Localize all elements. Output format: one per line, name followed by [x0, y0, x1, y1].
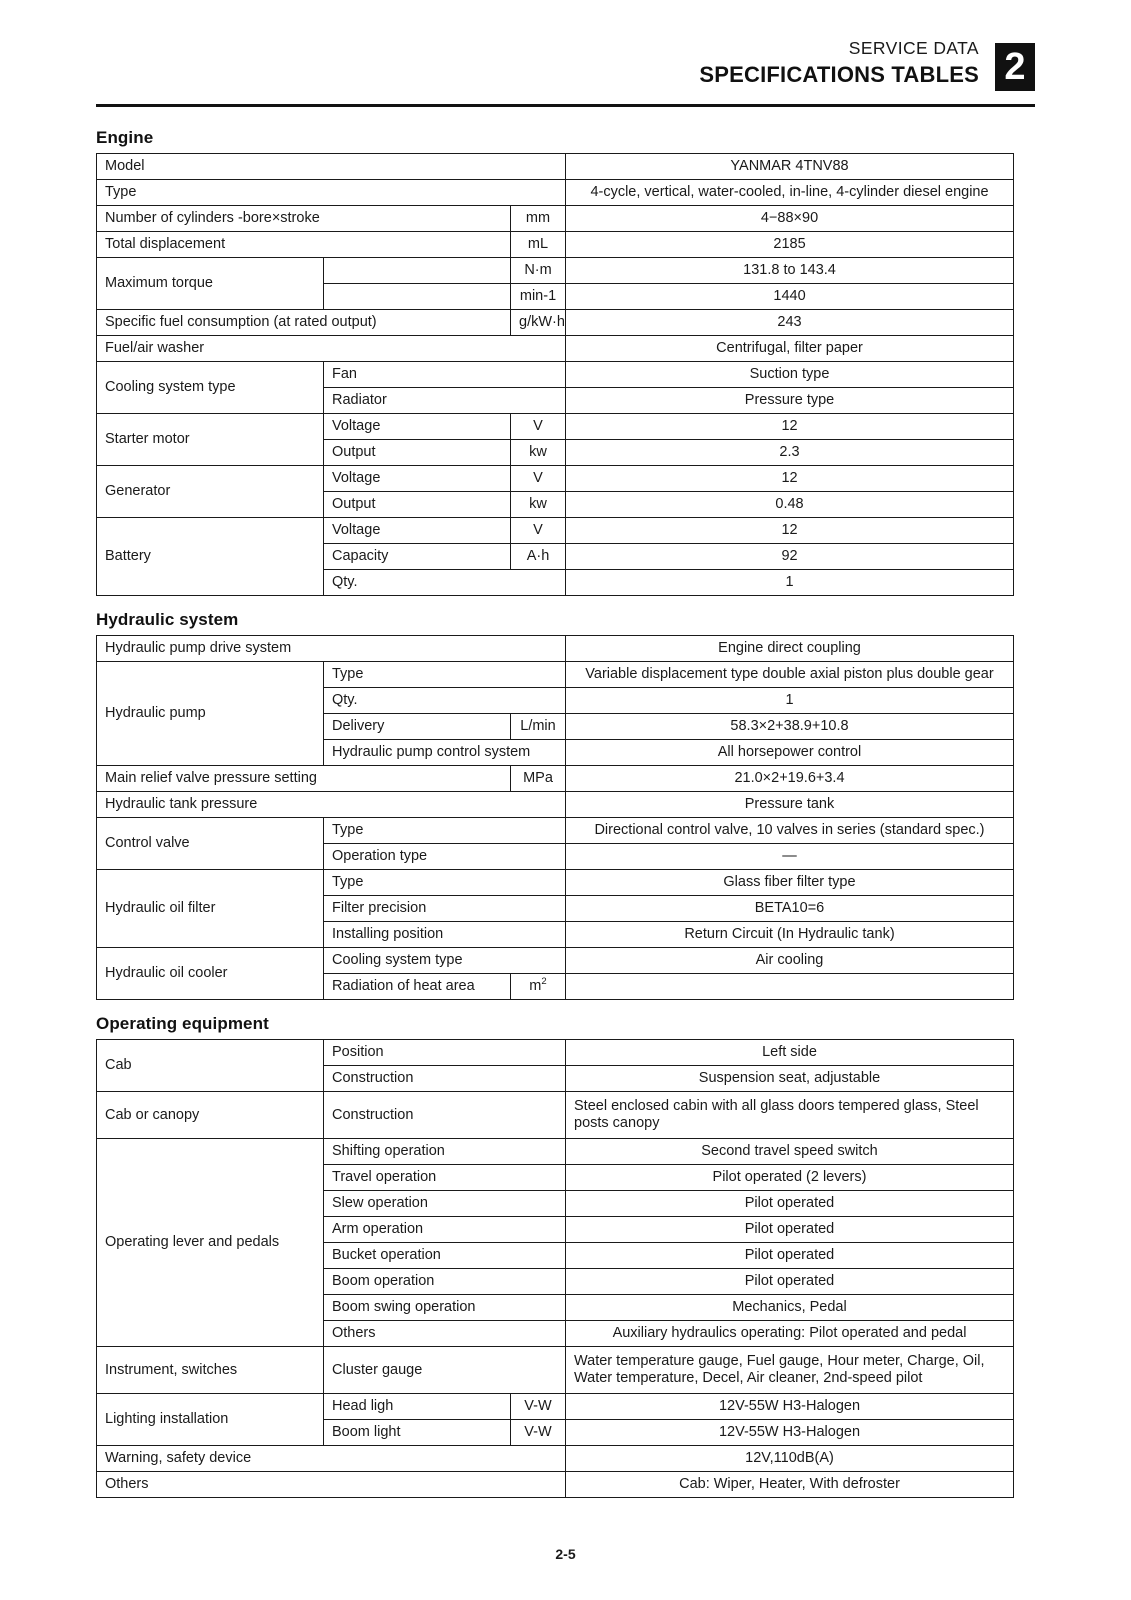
row-label: Operating lever and pedals	[97, 1139, 324, 1347]
row-sublabel: Type	[324, 870, 566, 896]
row-sublabel: Qty.	[324, 688, 566, 714]
row-unit: mL	[511, 232, 566, 258]
row-sublabel: Output	[324, 440, 511, 466]
row-value: 131.8 to 143.4	[566, 258, 1014, 284]
row-value: Pilot operated	[566, 1243, 1014, 1269]
row-value: 2.3	[566, 440, 1014, 466]
spec-table	[96, 635, 1014, 1000]
row-sublabel: Operation type	[324, 844, 566, 870]
table-row	[97, 258, 1014, 284]
table-row	[97, 1092, 1014, 1139]
spec-table	[96, 153, 1014, 596]
row-value: 92	[566, 544, 1014, 570]
table-row	[97, 362, 1014, 388]
row-value: Suction type	[566, 362, 1014, 388]
row-unit: N·m	[511, 258, 566, 284]
table-row	[97, 232, 1014, 258]
table-row	[97, 636, 1014, 662]
table-row	[97, 792, 1014, 818]
row-unit: V-W	[511, 1420, 566, 1446]
row-label: Hydraulic tank pressure	[97, 792, 566, 818]
row-sublabel: Type	[324, 662, 566, 688]
row-sublabel: Travel operation	[324, 1165, 566, 1191]
row-label: Others	[97, 1472, 566, 1498]
row-sublabel: Voltage	[324, 518, 511, 544]
row-label: Cab	[97, 1040, 324, 1092]
row-sublabel: Delivery	[324, 714, 511, 740]
row-unit: V	[511, 518, 566, 544]
row-value: 4-cycle, vertical, water-cooled, in-line, 4-cylinder diesel engine	[566, 180, 1014, 206]
row-sublabel: Others	[324, 1321, 566, 1347]
table-row	[97, 818, 1014, 844]
row-label: Starter motor	[97, 414, 324, 466]
row-value: 12V-55W H3-Halogen	[566, 1420, 1014, 1446]
table-row	[97, 1040, 1014, 1066]
row-sublabel: Type	[324, 818, 566, 844]
row-value: 12	[566, 414, 1014, 440]
row-sublabel: Output	[324, 492, 511, 518]
table-row	[97, 466, 1014, 492]
row-unit: MPa	[511, 766, 566, 792]
row-sublabel: Voltage	[324, 466, 511, 492]
table-row	[97, 870, 1014, 896]
table-row	[97, 414, 1014, 440]
row-value: 243	[566, 310, 1014, 336]
row-sublabel: Installing position	[324, 922, 566, 948]
row-value: Engine direct coupling	[566, 636, 1014, 662]
specifications-content	[96, 128, 1013, 1512]
row-sublabel: Fan	[324, 362, 566, 388]
row-value: 0.48	[566, 492, 1014, 518]
row-value: 2185	[566, 232, 1014, 258]
row-sublabel: Cooling system type	[324, 948, 566, 974]
table-row	[97, 1394, 1014, 1420]
row-unit: min-1	[511, 284, 566, 310]
row-value: Air cooling	[566, 948, 1014, 974]
row-sublabel: Construction	[324, 1066, 566, 1092]
row-value: 4−88×90	[566, 206, 1014, 232]
row-value: Glass fiber filter type	[566, 870, 1014, 896]
row-value: 21.0×2+19.6+3.4	[566, 766, 1014, 792]
row-sublabel: Boom light	[324, 1420, 511, 1446]
row-value: Water temperature gauge, Fuel gauge, Hour meter, Charge, Oil, Water temperature, Decel, Air cleaner, 2nd-speed pilot	[566, 1347, 1014, 1394]
row-sublabel: Cluster gauge	[324, 1347, 566, 1394]
row-unit: $m^2$	[511, 974, 566, 1000]
table-row	[97, 180, 1014, 206]
row-unit: g/kW·h	[511, 310, 566, 336]
row-label: Main relief valve pressure setting	[97, 766, 511, 792]
table-row	[97, 1347, 1014, 1394]
row-value: 12	[566, 518, 1014, 544]
row-label: Specific fuel consumption (at rated output)	[97, 310, 511, 336]
row-sublabel: Radiator	[324, 388, 566, 414]
row-sublabel	[324, 284, 511, 310]
section-heading: Operating equipment	[96, 1014, 269, 1033]
row-value: YANMAR 4TNV88	[566, 154, 1014, 180]
row-label: Control valve	[97, 818, 324, 870]
row-sublabel: Construction	[324, 1092, 566, 1139]
row-sublabel: Shifting operation	[324, 1139, 566, 1165]
chapter-number-badge: 2	[995, 43, 1035, 91]
row-value: Return Circuit (In Hydraulic tank)	[566, 922, 1014, 948]
row-sublabel: Arm operation	[324, 1217, 566, 1243]
row-value	[566, 974, 1014, 1000]
row-label: Model	[97, 154, 566, 180]
row-label: Total displacement	[97, 232, 511, 258]
row-value: —	[566, 844, 1014, 870]
section-heading: Hydraulic system	[96, 610, 239, 629]
row-value: Left side	[566, 1040, 1014, 1066]
table-row	[97, 518, 1014, 544]
row-sublabel: Voltage	[324, 414, 511, 440]
row-label: Number of cylinders -bore×stroke	[97, 206, 511, 232]
row-value: 12V-55W H3-Halogen	[566, 1394, 1014, 1420]
row-value: Suspension seat, adjustable	[566, 1066, 1014, 1092]
table-row	[97, 336, 1014, 362]
header-text-block	[699, 38, 979, 88]
row-sublabel: Position	[324, 1040, 566, 1066]
row-value: Steel enclosed cabin with all glass doors tempered glass, Steel posts canopy	[566, 1092, 1014, 1139]
row-value: 1	[566, 688, 1014, 714]
table-row	[97, 310, 1014, 336]
row-value: Cab: Wiper, Heater, With defroster	[566, 1472, 1014, 1498]
table-row	[97, 1446, 1014, 1472]
table-row	[97, 948, 1014, 974]
row-unit: mm	[511, 206, 566, 232]
row-value: Auxiliary hydraulics operating: Pilot operated and pedal	[566, 1321, 1014, 1347]
row-label: Hydraulic pump	[97, 662, 324, 766]
row-label: Instrument, switches	[97, 1347, 324, 1394]
row-value: 1440	[566, 284, 1014, 310]
row-value: All horsepower control	[566, 740, 1014, 766]
row-value: Pilot operated	[566, 1217, 1014, 1243]
row-label: Cab or canopy	[97, 1092, 324, 1139]
row-label: Cooling system type	[97, 362, 324, 414]
row-sublabel	[324, 258, 511, 284]
row-value: Mechanics, Pedal	[566, 1295, 1014, 1321]
row-unit: V	[511, 466, 566, 492]
row-sublabel: Boom swing operation	[324, 1295, 566, 1321]
row-sublabel: Hydraulic pump control system	[324, 740, 566, 766]
row-value: Pilot operated (2 levers)	[566, 1165, 1014, 1191]
row-sublabel: Head ligh	[324, 1394, 511, 1420]
spec-section	[96, 1014, 1013, 1498]
row-value: BETA10=6	[566, 896, 1014, 922]
row-unit: L/min	[511, 714, 566, 740]
row-sublabel: Qty.	[324, 570, 566, 596]
row-value: Pressure tank	[566, 792, 1014, 818]
row-value: 1	[566, 570, 1014, 596]
row-label: Hydraulic pump drive system	[97, 636, 566, 662]
row-value: Second travel speed switch	[566, 1139, 1014, 1165]
row-label: Hydraulic oil filter	[97, 870, 324, 948]
service-data-label: SERVICE DATA	[848, 38, 979, 58]
table-row	[97, 662, 1014, 688]
row-label: Maximum torque	[97, 258, 324, 310]
page-footer: 2-5	[555, 1546, 576, 1562]
row-label: Type	[97, 180, 566, 206]
row-value: Centrifugal, filter paper	[566, 336, 1014, 362]
row-value: Variable displacement type double axial piston plus double gear	[566, 662, 1014, 688]
row-unit: V	[511, 414, 566, 440]
row-unit: V-W	[511, 1394, 566, 1420]
row-sublabel: Slew operation	[324, 1191, 566, 1217]
row-value: Pilot operated	[566, 1191, 1014, 1217]
table-row	[97, 154, 1014, 180]
row-value: Directional control valve, 10 valves in series (standard spec.)	[566, 818, 1014, 844]
row-sublabel: Radiation of heat area	[324, 974, 511, 1000]
spec-table	[96, 1039, 1014, 1498]
row-sublabel: Capacity	[324, 544, 511, 570]
row-value: Pressure type	[566, 388, 1014, 414]
row-label: Lighting installation	[97, 1394, 324, 1446]
table-row	[97, 1139, 1014, 1165]
row-unit: A·h	[511, 544, 566, 570]
page-title: SPECIFICATIONS TABLES	[699, 62, 979, 87]
header-divider-rule	[96, 104, 1035, 107]
row-value: 12	[566, 466, 1014, 492]
table-row	[97, 1472, 1014, 1498]
row-sublabel: Bucket operation	[324, 1243, 566, 1269]
row-sublabel: Boom operation	[324, 1269, 566, 1295]
row-label: Warning, safety device	[97, 1446, 566, 1472]
row-unit: kw	[511, 492, 566, 518]
row-value: 58.3×2+38.9+10.8	[566, 714, 1014, 740]
row-unit: kw	[511, 440, 566, 466]
table-row	[97, 206, 1014, 232]
row-label: Fuel/air washer	[97, 336, 566, 362]
table-row	[97, 766, 1014, 792]
row-sublabel: Filter precision	[324, 896, 566, 922]
row-label: Hydraulic oil cooler	[97, 948, 324, 1000]
row-value: Pilot operated	[566, 1269, 1014, 1295]
row-label: Generator	[97, 466, 324, 518]
spec-section	[96, 128, 1013, 596]
spec-section	[96, 610, 1013, 1000]
row-value: 12V,110dB(A)	[566, 1446, 1014, 1472]
row-label: Battery	[97, 518, 324, 596]
section-heading: Engine	[96, 128, 154, 147]
page-header	[96, 38, 1035, 108]
